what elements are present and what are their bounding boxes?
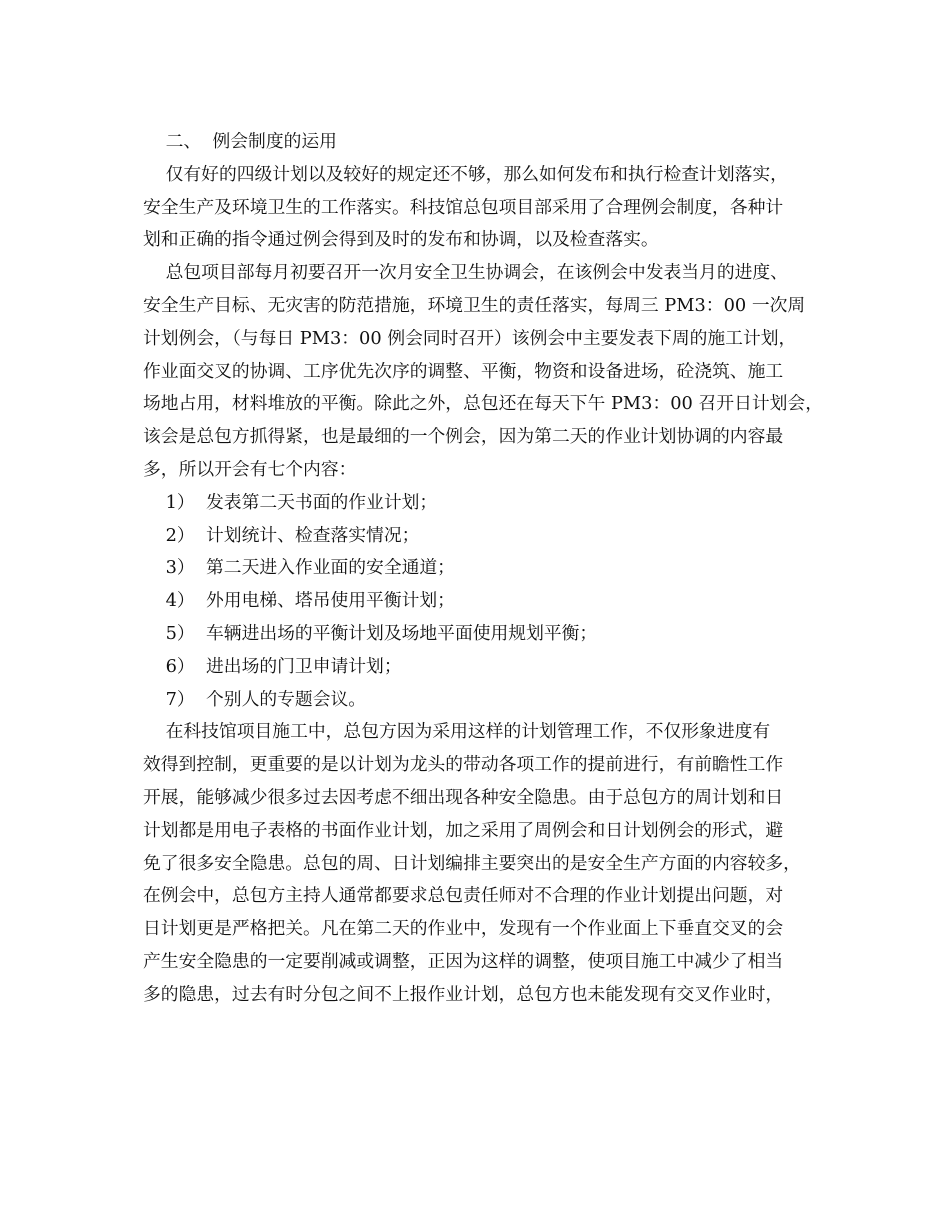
paragraph-line: 开展，能够减少很多过去因考虑不细出现各种安全隐患。由于总包方的周计划和日 (143, 786, 784, 808)
list-item: 5） 车辆进出场的平衡计划及场地平面使用规划平衡； (143, 622, 598, 644)
paragraph-line: 总包项目部每月初要召开一次月安全卫生协调会，在该例会中发表当月的进度、 (143, 262, 788, 284)
paragraph-line: 在例会中，总包方主持人通常都要求总包责任师对不合理的作业计划提出问题，对 (143, 885, 784, 907)
paragraph-line: 划和正确的指令通过例会得到及时的发布和协调，以及检查落实。 (143, 229, 659, 251)
paragraph-line: 计划例会，（与每日 PM3：00 例会同时召开）该例会中主要发表下周的施工计划， (143, 327, 797, 349)
paragraph-line: 多的隐患，过去有时分包之间不上报作业计划，总包方也未能发现有交叉作业时， (143, 983, 784, 1005)
paragraph-line: 安全生产目标、无灾害的防范措施，环境卫生的责任落实，每周三 PM3：00 一次周 (143, 294, 806, 316)
list-item: 7） 个别人的专题会议。 (143, 688, 367, 710)
paragraph-line: 该会是总包方抓得紧，也是最细的一个例会，因为第二天的作业计划协调的内容最 (143, 426, 784, 448)
paragraph-line: 计划都是用电子表格的书面作业计划，加之采用了周例会和日计划例会的形式，避 (143, 819, 784, 841)
paragraph-line: 场地占用，材料堆放的平衡。除此之外，总包还在每天下午 PM3：00 召开日计划会， (143, 393, 823, 415)
paragraph-line: 多，所以开会有七个内容： (143, 458, 357, 480)
paragraph-line: 仅有好的四级计划以及较好的规定还不够，那么如何发布和执行检查计划落实， (143, 163, 788, 185)
paragraph-line: 免了很多安全隐患。总包的周、日计划编排主要突出的是安全生产方面的内容较多， (143, 852, 801, 874)
paragraph-line: 产生安全隐患的一定要削减或调整，正因为这样的调整，使项目施工中减少了相当 (143, 950, 784, 972)
list-item: 4） 外用电梯、塔吊使用平衡计划； (143, 590, 455, 612)
document-body (143, 126, 823, 1012)
paragraph-line: 日计划更是严格把关。凡在第二天的作业中，发现有一个作业面上下垂直交叉的会 (143, 918, 784, 940)
list-item: 1） 发表第二天书面的作业计划； (143, 491, 438, 513)
list-item: 6） 进出场的门卫申请计划； (143, 655, 402, 677)
paragraph-line: 安全生产及环境卫生的工作落实。科技馆总包项目部采用了合理例会制度，各种计 (143, 196, 784, 218)
list-item: 3） 第二天进入作业面的安全通道； (143, 557, 455, 579)
paragraph-line: 作业面交叉的协调、工序优先次序的调整、平衡，物资和设备进场，砼浇筑、施工 (143, 360, 784, 382)
list-item: 2） 计划统计、检查落实情况； (143, 524, 420, 546)
paragraph-line: 在科技馆项目施工中，总包方因为采用这样的计划管理工作，不仅形象进度有 (143, 721, 771, 743)
section-heading: 二、 例会制度的运用 (143, 131, 337, 152)
paragraph-line: 效得到控制，更重要的是以计划为龙头的带动各项工作的提前进行，有前瞻性工作 (143, 754, 784, 776)
